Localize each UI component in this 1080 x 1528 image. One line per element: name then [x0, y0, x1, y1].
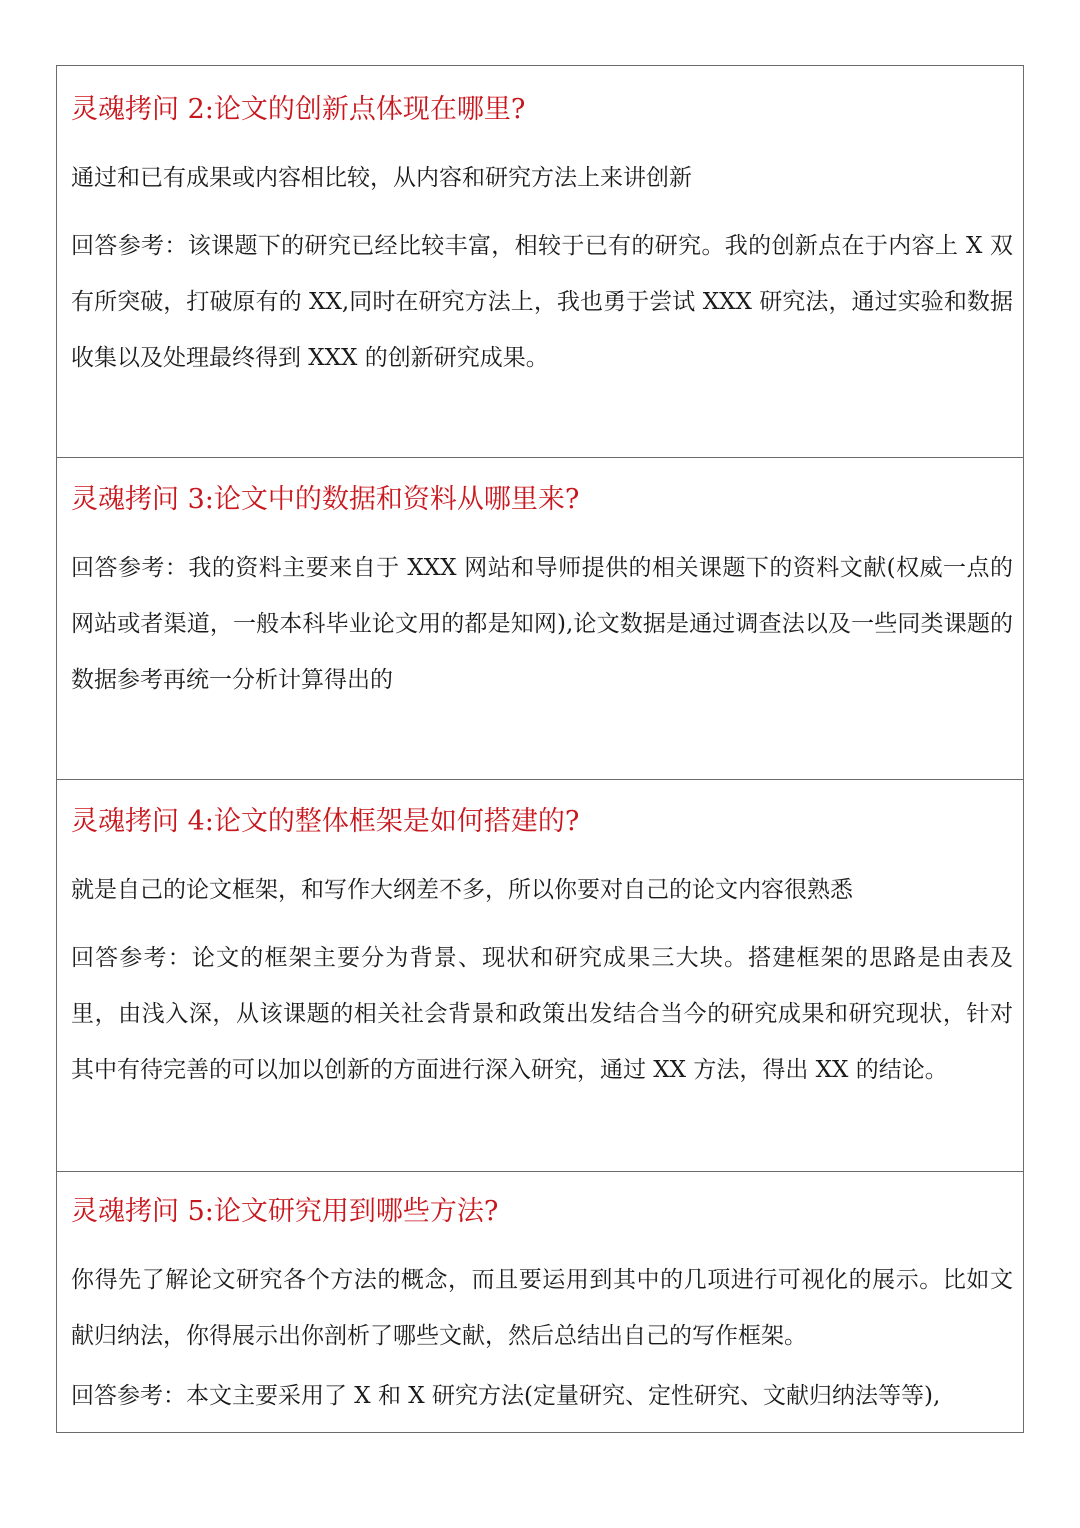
reference-answer: 回答参考：该课题下的研究已经比较丰富，相较于已有的研究。我的创新点在于内容上 X 双有所突破，打破原有的 XX,同时在研究方法上，我也勇于尝试 XXX 研究法，通过实验和数据收集以及处理最终得到 XXX 的创新研究成果。 [71, 233, 1013, 371]
qa-section-5 [57, 1172, 1023, 1433]
question-title: 灵魂拷问 5:论文研究用到哪些方法? [71, 1196, 499, 1227]
question-title: 灵魂拷问 3:论文中的数据和资料从哪里来? [71, 484, 580, 515]
question-note: 你得先了解论文研究各个方法的概念，而且要运用到其中的几项进行可视化的展示。比如文献归纳法，你得展示出你剖析了哪些文献，然后总结出自己的写作框架。 [71, 1267, 1013, 1349]
qa-section-4 [57, 780, 1023, 1172]
question-note: 通过和已有成果或内容相比较，从内容和研究方法上来讲创新 [71, 165, 692, 191]
qa-table [56, 65, 1024, 1433]
qa-section-2 [57, 66, 1023, 458]
question-note: 就是自己的论文框架，和写作大纲差不多，所以你要对自己的论文内容很熟悉 [71, 877, 853, 903]
reference-answer: 回答参考：我的资料主要来自于 XXX 网站和导师提供的相关课题下的资料文献(权威一点的网站或者渠道，一般本科毕业论文用的都是知网),论文数据是通过调查法以及一些同类课题的数据参考再统一分析计算得出的 [71, 555, 1013, 693]
qa-section-3 [57, 458, 1023, 780]
reference-answer: 回答参考：本文主要采用了 X 和 X 研究方法(定量研究、定性研究、文献归纳法等等), [71, 1383, 941, 1409]
question-title: 灵魂拷问 2:论文的创新点体现在哪里? [71, 94, 526, 125]
question-title: 灵魂拷问 4:论文的整体框架是如何搭建的? [71, 806, 580, 837]
reference-answer: 回答参考：论文的框架主要分为背景、现状和研究成果三大块。搭建框架的思路是由表及里，由浅入深，从该课题的相关社会背景和政策出发结合当今的研究成果和研究现状，针对其中有待完善的可以加以创新的方面进行深入研究，通过 XX 方法，得出 XX 的结论。 [71, 945, 1013, 1083]
